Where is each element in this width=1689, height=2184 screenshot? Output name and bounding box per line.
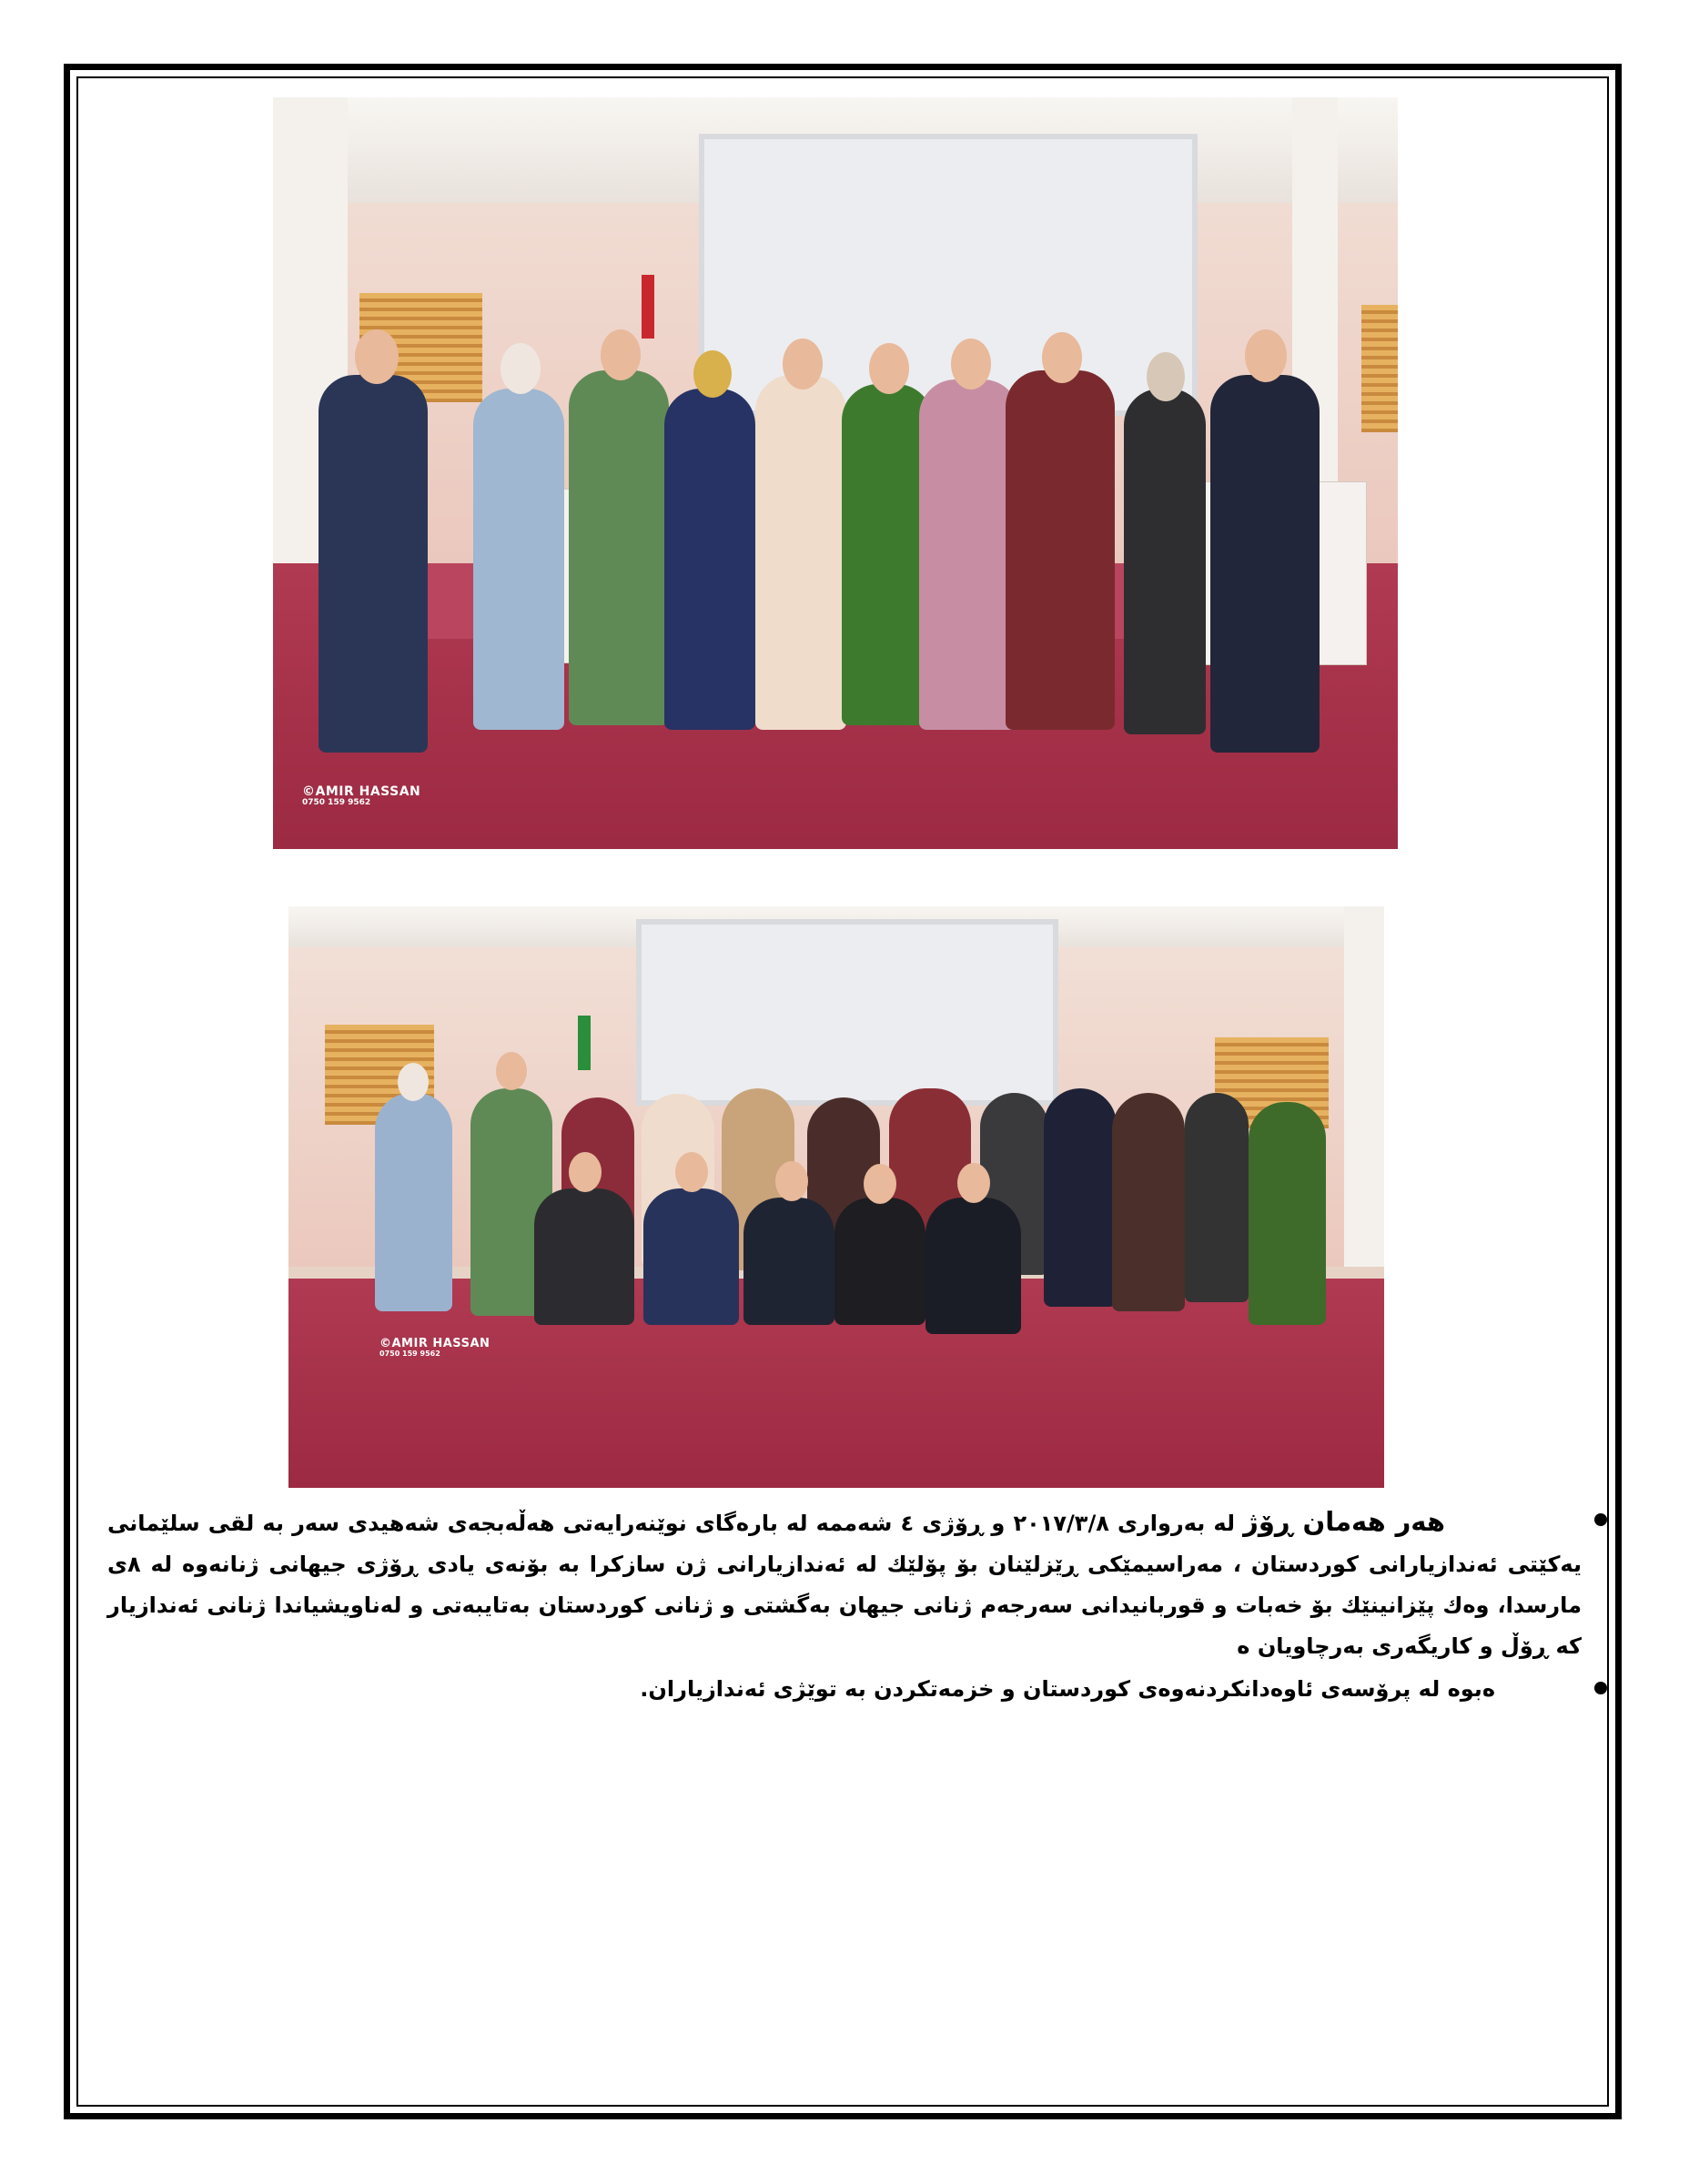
paragraph-1 — [107, 1502, 1582, 1667]
paragraph-text: ەبوە لە پرۆسەی ئاوەدانكردنەوەی كوردستان و خزمەتكردن بە توێژی ئەندازیاران. — [640, 1676, 1495, 1702]
body-text — [107, 1502, 1582, 1710]
bullet — [1594, 1513, 1607, 1526]
photo-watermark: ©AMIR HASSAN 0750 159 9562 — [379, 1337, 491, 1359]
paragraph-lead: هەر هەمان ڕۆژ — [1243, 1506, 1445, 1537]
projector-screen — [636, 919, 1058, 1106]
projector-screen — [699, 134, 1198, 416]
photo-watermark: ©AMIR HASSAN 0750 159 9562 — [302, 784, 421, 808]
flag — [578, 1016, 591, 1070]
ceremony-photo-group — [288, 906, 1384, 1488]
flag — [642, 275, 654, 339]
ceremony-photo-standing — [273, 97, 1398, 849]
paragraph-2 — [107, 1669, 1582, 1710]
paragraph-text: لە بەرواری ٢٠١٧/٣/٨ و ڕۆژی ٤ شەممە لە بارەگای نوێنەرایەتی هەڵەبجەی شەهیدی سەر بە لقی سلێمانی یەكێتی ئەندازیارانی كوردستان ، مەراسیمێكی ڕێزلێنان بۆ پۆلێك لە ئەندازیارانی ژن سازكرا بە بۆنەی یادی ڕۆژی جیهانی ژنانەوە لە ٨ی مارسدا، وەك پێزانینێك بۆ خەبات و قوربانیدانی سەرجەم ژنانی جیهان بەگشتی و ژنانی كوردستان بەتایبەتی و لەناویشیاندا ژنانی ئەندازیار كە ڕۆڵ و كاریگەری بەرچاویان ه — [107, 1511, 1582, 1659]
bullet — [1594, 1682, 1607, 1694]
